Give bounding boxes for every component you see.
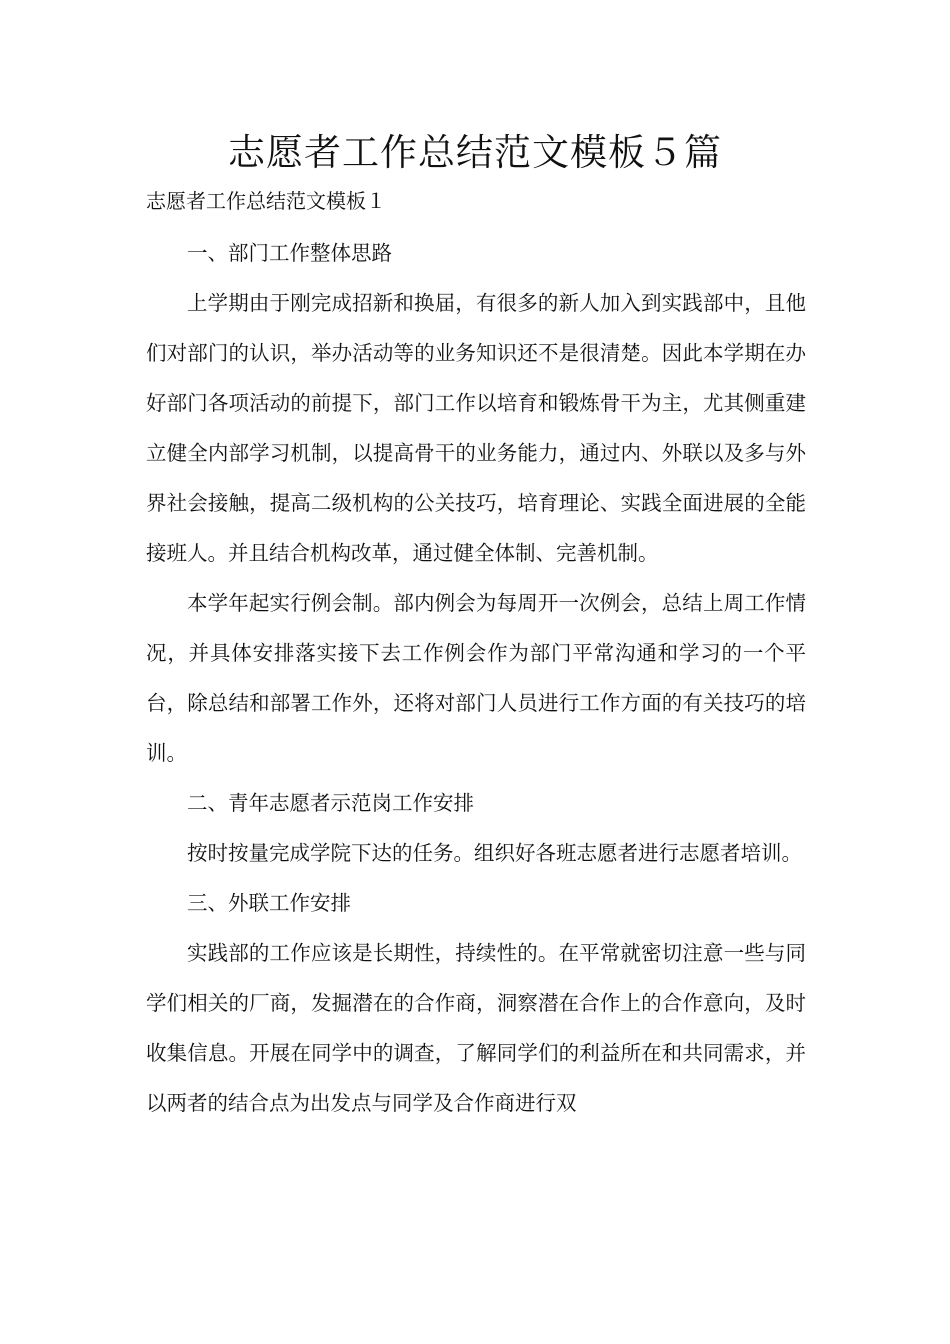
section-heading-3: 三、外联工作安排 <box>187 891 351 915</box>
paragraph-4: 实践部的工作应该是长期性，持续性的。在平常就密切注意一些与同学们相关的厂商，发掘潜在的合作商，洞察潜在合作上的合作意向，及时收集信息。开展在同学中的调查，了解同学们的利益所在和共同需求，并以两者的结合点为出发点与同学及合作商进行双 <box>146 941 806 1115</box>
document-subtitle: 志愿者工作总结范文模板１ <box>146 189 386 213</box>
section-heading-2: 二、青年志愿者示范岗工作安排 <box>187 791 474 815</box>
paragraph-1: 上学期由于刚完成招新和换届，有很多的新人加入到实践部中，且他们对部门的认识，举办活动等的业务知识还不是很清楚。因此本学期在办好部门各项活动的前提下，部门工作以培育和锻炼骨干为主，尤其侧重建立健全内部学习机制，以提高骨干的业务能力，通过内、外联以及多与外界社会接触，提高二级机构的公关技巧，培育理论、实践全面进展的全能接班人。并且结合机构改革，通过健全体制、完善机制。 <box>146 291 806 565</box>
section-heading-1: 一、部门工作整体思路 <box>187 241 392 265</box>
paragraph-3: 按时按量完成学院下达的任务。组织好各班志愿者进行志愿者培训。 <box>187 841 802 865</box>
paragraph-2: 本学年起实行例会制。部内例会为每周开一次例会，总结上周工作情况，并具体安排落实接下去工作例会作为部门平常沟通和学习的一个平台，除总结和部署工作外，还将对部门人员进行工作方面的有关技巧的培训。 <box>146 591 806 765</box>
document-body <box>146 228 806 1128</box>
document-title: 志愿者工作总结范文模板５篇 <box>228 131 722 174</box>
